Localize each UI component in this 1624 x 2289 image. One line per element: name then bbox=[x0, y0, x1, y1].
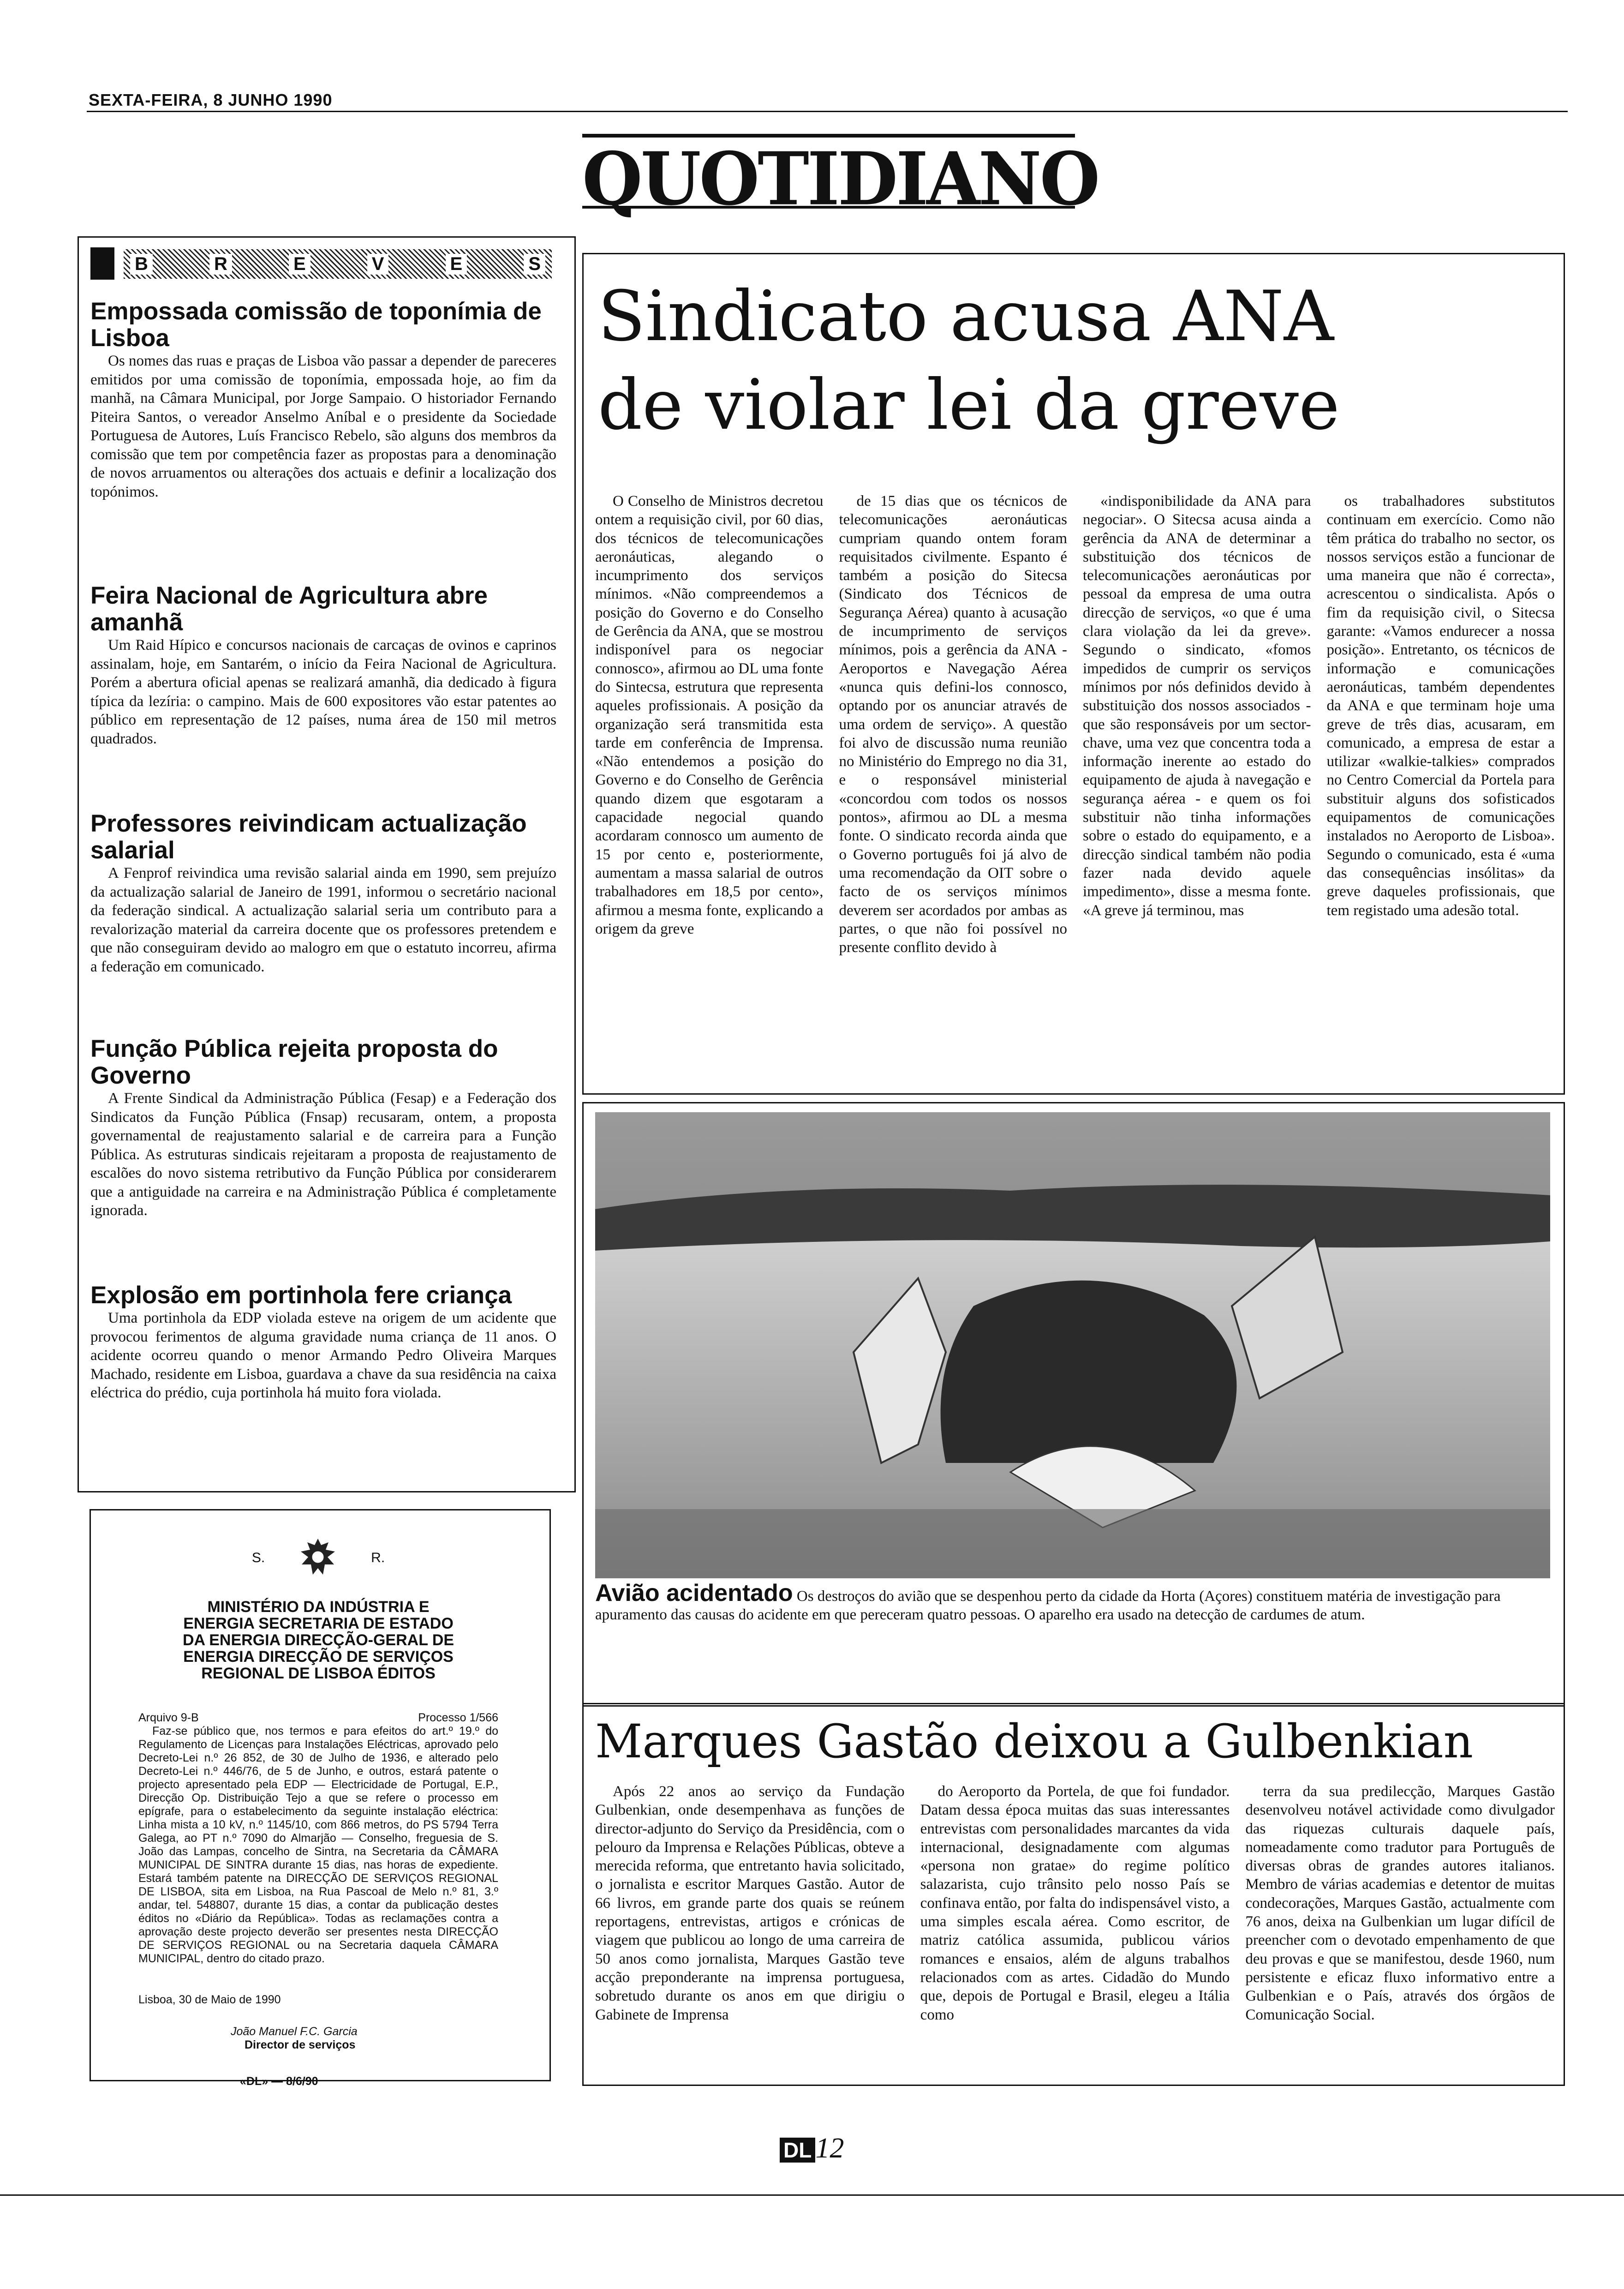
main-headline bbox=[598, 272, 1340, 449]
main-article-body bbox=[595, 492, 1555, 1087]
brief-toponimia bbox=[90, 298, 556, 501]
coat-of-arms-icon bbox=[293, 1536, 343, 1580]
article-column bbox=[595, 492, 824, 1087]
notice-body: Faz-se público que, nos termos e para efeitos do art.º 19.º do Regulamento de Licenças para Instalações Eléctricas, aprovado pelo Decreto-Lei n.º 26 852, de 30 de Julho de 1936, e alterado pelo Decreto-Lei n.º 446/76, de 5 de Junho, e outros, estará patente o projecto apresentado pela EDP — Electricidade de Portugal, E.P., Direcção Op. Distribuição Tejo a que se refere o processo em epígrafe, para o estabelecimento da seguinte instalação eléctrica: Linha mista a 10 kV, n.º 1145/10, com 866 metros, do PS 5794 Terra Galega, ao PT n.º 7090 do Almarjão — Conselho, freguesia de S. João das Lampas, concelho de Sintra, na Secretaria da CÂMARA MUNICIPAL DE SINTRA durante 15 dias, nas horas de expediente. Estará também patente na DIRECÇÃO DE SERVIÇOS REGIONAL DE LISBOA, sita em Lisboa, na Rua Pascoal de Melo n.º 81, 3.º andar, tel. 548807, durante 15 dias, a contar da publicação destes éditos no «Diário da República». Todas as reclamações contra a aprovação deste projecto deverão ser presentes nesta DIRECÇÃO DE SERVIÇOS REGIONAL ou na Secretaria daquela CÂMARA MUNICIPAL, dentro do citado prazo. bbox=[138, 1725, 498, 1965]
notice-heading: MINISTÉRIO DA INDÚSTRIA E ENERGIA SECRETARIA DE ESTADO DA ENERGIA DIRECÇÃO-GERAL DE ENERGIA DIRECÇÃO DE SERVIÇOS REGIONAL DE LISBOA ÉDITOS bbox=[182, 1598, 454, 1682]
breves-letter: R bbox=[209, 254, 232, 275]
breves-banner bbox=[90, 247, 552, 284]
column-text: do Aeroporto da Portela, de que foi fundador. Datam dessa época muitas das suas interessantes entrevistas com personalidades marcantes da vida internacional, designadamente com algumas «persona non gratae» do regime político salazarista, cujo trânsito pelo nosso País se confinava então, por falta do indispensável visto, a uma simples escala aérea. Como escritor, de matriz católica assumida, publicou vários romances e ensaios, além de alguns trabalhos relacionados com as artes. Cidadão do Mundo que, depois de Portugal e Brasil, elegeu a Itália como bbox=[920, 1783, 1230, 2023]
notice-archive: Arquivo 9-B bbox=[138, 1711, 199, 1724]
page-footer bbox=[780, 2132, 844, 2165]
article-column bbox=[1245, 1782, 1555, 2078]
public-notice bbox=[92, 1514, 544, 2088]
breves-letter: E bbox=[289, 254, 310, 275]
breves-pattern bbox=[124, 249, 552, 279]
breves-letter: E bbox=[446, 254, 467, 275]
column-text: de 15 dias que os técnicos de telecomunicações aeronáuticas cumpriam quando ontem foram requisitados civilmente. Espanto é também a posição do Sitecsa (Sindicato dos Técnicos de Segurança Aérea) quanto à acusação de incumprimento de serviços mínimos, pois a gerência da ANA - Aeroportos e Navegação Aérea «nunca quis defini-los connosco, optando por os anunciar através de uma ordem de serviço». A questão foi alvo de discussão numa reunião no Ministério do Emprego no dia 31, e o responsável ministerial «concordou com todos os nossos pontos», afirmou ao DL a mesma fonte. O sindicato recorda ainda que o Governo português foi já alvo de uma recomendação da OIT sobre o facto de os serviços mínimos deverem ser acordados por ambas as partes, o que não foi possível no presente conflito devido à bbox=[839, 493, 1067, 956]
notice-ref: «DL» — 8/6/90 bbox=[240, 2075, 318, 2088]
dl-logo: DL bbox=[780, 2138, 815, 2163]
article-column bbox=[1327, 492, 1555, 1087]
brief-title: Função Pública rejeita proposta do Governo bbox=[90, 1035, 498, 1089]
brief-body: Um Raid Hípico e concursos nacionais de carcaças de ovinos e caprinos assinalam, hoje, em Santarém, o início da Feira Nacional de Agricultura. Porém a abertura oficial apenas se realizará amanhã, dia dedicado à figura típica da lezíria: o campino. Mais de 600 expositores vão estar patentes ao público em representação de 12 países, numa área de 150 mil metros quadrados. bbox=[90, 637, 556, 747]
emblem-letter: R. bbox=[371, 1550, 385, 1565]
crash-photo bbox=[595, 1112, 1550, 1578]
brief-body: Uma portinhola da EDP violada esteve na origem de um acidente que provocou ferimentos de alguma gravidade numa criança de 11 anos. O acidente ocorreu quando o menor Armando Pedro Oliveira Marques Machado, residente em Lisboa, guardava a chave da sua residência na caixa eléctrica do prédio, cuja portinhola há muito fora violada. bbox=[90, 1310, 556, 1401]
page-number: 12 bbox=[815, 2133, 844, 2164]
brief-title: Explosão em portinhola fere criança bbox=[90, 1282, 512, 1309]
brief-funcao-publica bbox=[90, 1036, 556, 1220]
brief-body: Os nomes das ruas e praças de Lisboa vão passar a depender de pareceres emitidos por uma comissão de toponímia, empossada hoje, ao fim da manhã, na Câmara Municipal, por Jorge Sampaio. O historiador Fernando Piteira Santos, o vereador Anselmo Aníbal e o presidente da Sociedade Portuguesa de Autores, Luís Francisco Rebelo, são alguns dos membros da comissão que tem por competência fazer as propostas para a denominação de novos arruamentos ou alterações dos actuais e definir a localização dos topónimos. bbox=[90, 353, 556, 500]
second-article-body bbox=[595, 1782, 1555, 2078]
breves-square bbox=[90, 247, 114, 280]
notice-signer: João Manuel F.C. Garcia bbox=[231, 2025, 358, 2038]
breves-letter: B bbox=[130, 254, 153, 275]
article-column bbox=[595, 1782, 905, 2078]
section-title: QUOTIDIANO bbox=[582, 136, 1099, 222]
bottom-rule bbox=[0, 2194, 1624, 2196]
brief-feira bbox=[90, 582, 556, 748]
plane-wreck-image bbox=[595, 1112, 1550, 1578]
column-text: os trabalhadores substitutos continuam em exercício. Como não têm prática do trabalho no sector, os nossos serviços estão a funcionar de uma maneira que não é correcta», acrescentou o sindicalista. Após o fim da requisição civil, o Sitecsa garante: «Vamos endurecer a nossa posição». Entretanto, os técnicos de informação e comunicações aeronáuticas, também dependentes da ANA e que terminam hoje uma greve de três dias, acusaram, em comunicado, a empresa de estar a utilizar «walkie-talkies» comprados no Centro Comercial da Portela para substituir alguns dos sofisticados equipamentos de comunicações instalados no Aeroporto de Lisboa». Segundo o comunicado, esta é «uma das consequências insólitas» da greve daqueles profissionais, que tem registado uma adesão total. bbox=[1326, 493, 1555, 919]
brief-professores bbox=[90, 810, 556, 976]
top-rule-left bbox=[87, 111, 1568, 112]
notice-process: Processo 1/566 bbox=[418, 1711, 498, 1724]
column-text: terra da sua predilecção, Marques Gastão desenvolveu notável actividade como divulgador das riquezas culturais daquele país, nomeadamente como tradutor para Português de diversas obras de grandes autores italianos. Membro de várias academias e detentor de muitas condecorações, Marques Gastão, actualmente com 76 anos, deixa na Gulbenkian um lugar difícil de preencher com o devotado empenhamento de que deu provas e que se manifestou, desde 1960, num persistente e eficaz fluxo informativo entre a Gulbenkian e o País, através dos órgãos de Comunicação Social. bbox=[1245, 1783, 1555, 2023]
article-column bbox=[1083, 492, 1311, 1087]
column-text: «indisponibilidade da ANA para negociar». O Sitecsa acusa ainda a gerência da ANA de determinar a substituição dos técnicos de telecomunicações aeronáuticas por pessoal da empresa de uma outra direcção de serviços, «o que é uma clara violação da lei da greve». Segundo o sindicato, «fomos impedidos de cumprir os serviços mínimos por nós definidos devido à substituição dos nossos associados - que são responsáveis por um sector-chave, uma vez que concentra toda a informação inerente ao estado do equipamento de ajuda à navegação e segurança aérea - e quem os foi substituir não tinha informações sobre o estado do equipamento, e a direcção sindical também não podia fazer nada devido aquele impedimento», disse a mesma fonte. «A greve já terminou, mas bbox=[1083, 493, 1311, 919]
notice-text bbox=[138, 1711, 498, 2088]
headline-line: Sindicato acusa ANA bbox=[598, 276, 1334, 357]
headline-line: de violar lei da greve bbox=[598, 365, 1340, 445]
brief-title: Empossada comissão de toponímia de Lisboa bbox=[90, 298, 542, 352]
brief-explosao bbox=[90, 1282, 556, 1402]
second-headline: Marques Gastão deixou a Gulbenkian bbox=[595, 1714, 1473, 1768]
brief-body: A Fenprof reivindica uma revisão salarial ainda em 1990, sem prejuízo da actualização salarial de Janeiro de 1991, informou o secretário nacional da federação sindical. A actualização salarial seria um contributo para a revalorização material da carreira docente que os professores pretendem e que não conseguiram devido ao malogro em que o estatuto incorreu, afirma a federação em comunicado. bbox=[90, 865, 556, 975]
breves-letter: V bbox=[367, 254, 389, 275]
dateline: SEXTA-FEIRA, 8 JUNHO 1990 bbox=[89, 90, 333, 109]
notice-refs bbox=[138, 1711, 498, 1725]
column-text: Após 22 anos ao serviço da Fundação Gulbenkian, onde desempenhava as funções de director-adjunto do Serviço da Presidência, com o pelouro da Imprensa e Relações Públicas, obteve a merecida reforma, que entretanto havia solicitado, o jornalista e escritor Marques Gastão. Autor de 66 livros, em grande parte dos quais se reúnem reportagens, entrevistas, artigos e crónicas de viagem que publicou ao longo de uma carreira de 50 anos como jornalista, Marques Gastão teve acção preponderante na imprensa portuguesa, sobretudo durante os anos em que dirigiu o Gabinete de Imprensa bbox=[595, 1783, 905, 2023]
brief-title: Professores reivindicam actualização salarial bbox=[90, 810, 527, 864]
caption-title: Avião acidentado bbox=[595, 1580, 793, 1606]
article-column bbox=[839, 492, 1068, 1087]
column-text: O Conselho de Ministros decretou ontem a requisição civil, por 60 dias, dos técnicos de telecomunicações aeronáuticas, alegando o incumprimento dos serviços mínimos. «Não compreendemos a posição do Governo e do Conselho de Gerência da ANA, que se mostrou indisponível para os negociar connosco», afirmou ao DL uma fonte do Sintecsa, estrutura que representa aqueles profissionais. A posição da organização será transmitida esta tarde em conferência de Imprensa. «Não entendemos a posição do Governo e do Conselho de Gerência quando dizem que esgotaram a capacidade negocial quando acordaram connosco um aumento de 15 por cento e, posteriormente, aumentam a massa salarial de outros trabalhadores em 18,5 por cento», afirmou a mesma fonte, explicando a origem da greve bbox=[595, 493, 824, 937]
breves-letter: S bbox=[524, 254, 545, 275]
notice-emblem-row bbox=[92, 1536, 544, 1580]
brief-body: A Frente Sindical da Administração Pública (Fesap) e a Federação dos Sindicatos da Função Pública (Fnsap) recusaram, ontem, a proposta governamental de reajustamento salarial e de carreira para a Função Pública. As estruturas sindicais rejeitaram a proposta de reajustamento de escalões do novo sistema retributivo da Função Pública por considerarem que a antiguidade na carreira e na Administração Pública é completamente ignorada. bbox=[90, 1090, 556, 1219]
notice-date: Lisboa, 30 de Maio de 1990 bbox=[138, 1993, 281, 2006]
photo-caption bbox=[595, 1580, 1552, 1624]
emblem-letter: S. bbox=[251, 1550, 265, 1565]
caption-text: Os destroços do avião que se despenhou perto da cidade da Horta (Açores) constituem matéria de investigação para apuramento das causas do acidente em que pereceram quatro pessoas. O aparelho era usado na detecção de cardumes de atum. bbox=[595, 1588, 1501, 1623]
article-column bbox=[920, 1782, 1230, 2078]
brief-title: Feira Nacional de Agricultura abre amanhã bbox=[90, 582, 488, 636]
notice-role: Director de serviços bbox=[245, 2038, 356, 2051]
